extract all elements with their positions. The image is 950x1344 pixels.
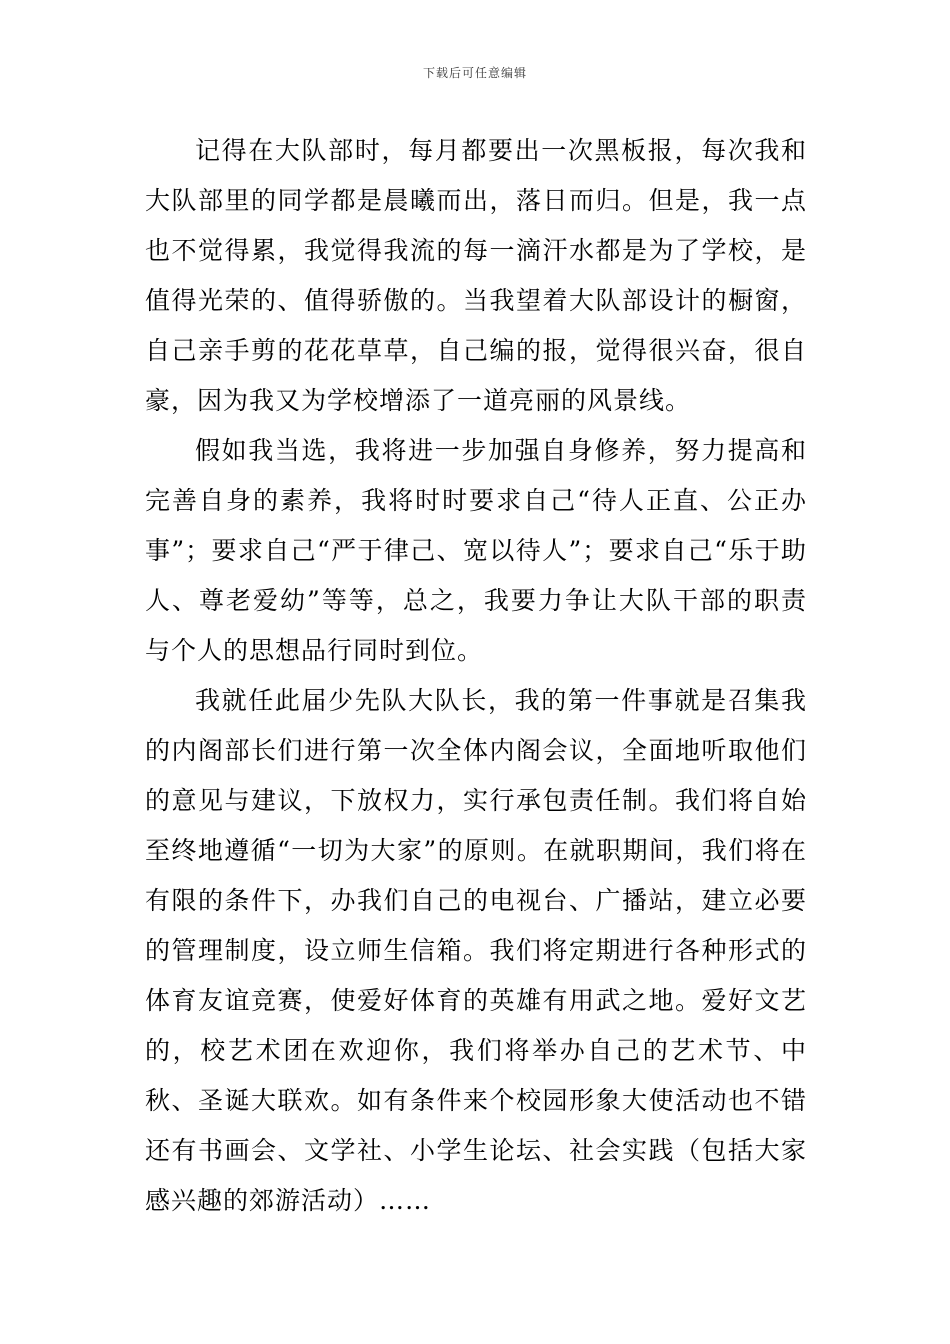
paragraph-2: 假如我当选，我将进一步加强自身修养，努力提高和完善自身的素养，我将时时要求自己“待人正直、公正办事”；要求自己“严于律己、宽以待人”；要求自己“乐于助人、尊老爱幼”等等，总之，我要力争让大队干部的职责与个人的思想品行同时到位。	[145, 436, 807, 665]
page-header: 下载后可任意编辑	[422, 66, 527, 80]
paragraph-1: 记得在大队部时，每月都要出一次黑板报，每次我和大队部里的同学都是晨曦而出，落日而归。但是，我一点也不觉得累，我觉得我流的每一滴汗水都是为了学校，是值得光荣的、值得骄傲的。当我望着大队部设计的橱窗，自己亲手剪的花花草草，自己编的报，觉得很兴奋，很自豪，因为我又为学校增添了一道亮丽的风景线。	[145, 136, 807, 415]
paragraph-3: 我就任此届少先队大队长，我的第一件事就是召集我的内阁部长们进行第一次全体内阁会议，全面地听取他们的意见与建议，下放权力，实行承包责任制。我们将自始至终地遵循“一切为大家”的原则。在就职期间，我们将在有限的条件下，办我们自己的电视台、广播站，建立必要的管理制度，设立师生信箱。我们将定期进行各种形式的体育友谊竞赛，使爱好体育的英雄有用武之地。爱好文艺的，校艺术团在欢迎你，我们将举办自己的艺术节、中秋、圣诞大联欢。如有条件来个校园形象大使活动也不错还有书画会、文学社、小学生论坛、社会实践（包括大家感兴趣的郊游活动）……	[145, 686, 807, 1215]
document-body	[145, 126, 807, 1226]
